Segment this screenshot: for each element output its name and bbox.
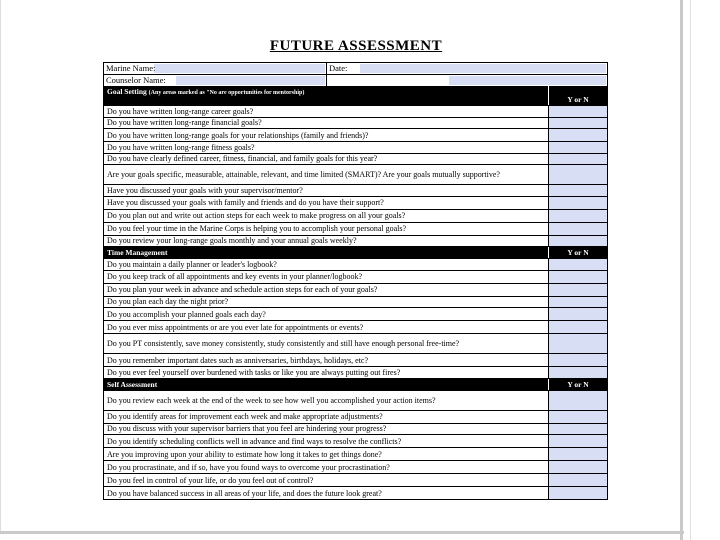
question-text: Do you plan your week in advance and schedule action steps for each of your goals?	[104, 284, 549, 296]
question-row	[103, 197, 608, 210]
yn-column-header: Y or N	[548, 379, 607, 390]
question-text: Do you ever miss appointments or are you ever late for appointments or events?	[104, 321, 549, 333]
question-text: Do you have clearly defined career, fitness, financial, and family goals for this year?	[104, 154, 549, 165]
answer-field[interactable]	[549, 321, 607, 333]
question-row	[103, 321, 608, 334]
question-text: Do you have written long-range financial goals?	[104, 118, 549, 129]
answer-field[interactable]	[549, 223, 607, 235]
question-row	[103, 448, 608, 461]
question-text: Do you identify scheduling conflicts well in advance and find ways to resolve the conflicts?	[104, 435, 549, 447]
answer-field[interactable]	[549, 424, 607, 435]
question-text: Do you feel in control of your life, or do you feel out of control?	[104, 474, 549, 486]
answer-field[interactable]	[549, 154, 607, 165]
question-text: Do you procrastinate, and if so, have you found ways to overcome your procrastination?	[104, 461, 549, 473]
question-text: Do you review each week at the end of the week to see how well you accomplished your action items?	[104, 391, 549, 410]
page-bottom-edge	[0, 531, 684, 534]
question-text: Are your goals specific, measurable, attainable, relevant, and time limited (SMART)? Are your goals mutually supportive?	[104, 165, 549, 184]
question-row	[103, 334, 608, 354]
yn-column-header: Y or N	[548, 247, 607, 258]
question-text: Do you plan each day the night prior?	[104, 297, 549, 308]
question-text: Do you identify areas for improvement each week and make appropriate adjustments?	[104, 411, 549, 423]
section-header-time-management	[103, 247, 608, 259]
answer-field[interactable]	[549, 487, 607, 499]
question-row	[103, 106, 608, 118]
answer-field[interactable]	[549, 210, 607, 222]
answer-field[interactable]	[549, 367, 607, 378]
answer-field[interactable]	[549, 354, 607, 366]
question-text: Do you accomplish your planned goals each day?	[104, 308, 549, 320]
question-text: Do you discuss with your supervisor barriers that you feel are hindering your progress?	[104, 424, 549, 435]
section-note: (Any areas marked as "No are opportunities for mentorship)	[148, 90, 305, 96]
question-row	[103, 118, 608, 130]
section-header-self-assessment	[103, 379, 608, 391]
question-text: Do you feel your time in the Marine Corps is helping you to accomplish your personal goals?	[104, 223, 549, 235]
question-row	[103, 487, 608, 500]
question-text: Have you discussed your goals with family and friends and do you have their support?	[104, 197, 549, 209]
answer-field[interactable]	[549, 142, 607, 153]
counselor-name-field[interactable]	[104, 75, 327, 86]
assessment-form	[103, 62, 608, 500]
header-row-counselor	[103, 74, 608, 86]
section-title: Time Management	[107, 248, 168, 257]
question-row	[103, 391, 608, 411]
question-text: Do you maintain a daily planner or leader's logbook?	[104, 259, 549, 270]
question-text: Have you discussed your goals with your supervisor/mentor?	[104, 185, 549, 196]
page-left-edge	[0, 0, 1, 534]
question-text: Do you keep track of all appointments and key events in your planner/logbook?	[104, 271, 549, 283]
question-row	[103, 165, 608, 185]
question-text: Do you ever feel yourself over burdened with tasks or like you are always putting out fires?	[104, 367, 549, 378]
marine-name-label: Marine Name:	[106, 63, 156, 73]
question-row	[103, 284, 608, 297]
question-text: Do you review your long-range goals monthly and your annual goals weekly?	[104, 236, 549, 247]
answer-field[interactable]	[549, 129, 607, 141]
question-row	[103, 424, 608, 436]
question-text: Are you improving upon your ability to estimate how long it takes to get things done?	[104, 448, 549, 460]
page-right-edge	[680, 0, 683, 540]
document-title: FUTURE ASSESSMENT	[269, 38, 443, 54]
question-text: Do you have written long-range goals for your relationships (family and friends)?	[104, 129, 549, 141]
yn-column-header: Y or N	[548, 86, 607, 105]
answer-field[interactable]	[549, 334, 607, 353]
question-row	[103, 154, 608, 166]
question-row	[103, 461, 608, 474]
answer-field[interactable]	[549, 236, 607, 247]
date-field[interactable]	[327, 63, 607, 74]
counselor-name-label: Counselor Name:	[106, 75, 166, 85]
answer-field[interactable]	[549, 271, 607, 283]
answer-field[interactable]	[549, 461, 607, 473]
answer-field[interactable]	[549, 284, 607, 296]
question-row	[103, 474, 608, 487]
answer-field[interactable]	[549, 391, 607, 410]
answer-field[interactable]	[549, 411, 607, 423]
answer-field[interactable]	[549, 448, 607, 460]
question-row	[103, 435, 608, 448]
answer-field[interactable]	[549, 165, 607, 184]
section-title: Self Assessment	[107, 379, 158, 389]
question-row	[103, 223, 608, 236]
section-header-goal-setting	[103, 86, 608, 106]
question-text: Do you remember important dates such as anniversaries, birthdays, holidays, etc?	[104, 354, 549, 366]
question-row	[103, 271, 608, 284]
answer-field[interactable]	[549, 259, 607, 270]
question-row	[103, 411, 608, 424]
question-row	[103, 129, 608, 142]
question-text: Do you have written long-range fitness goals?	[104, 142, 549, 153]
question-text: Do you PT consistently, save money consistently, study consistently and still have enough personal free-time?	[104, 334, 549, 353]
header-row-name-date	[103, 62, 608, 74]
answer-field[interactable]	[549, 197, 607, 209]
question-text: Do you plan out and write out action steps for each week to make progress on all your goals?	[104, 210, 549, 222]
question-row	[103, 259, 608, 271]
answer-field[interactable]	[549, 297, 607, 308]
question-row	[103, 367, 608, 379]
answer-field[interactable]	[549, 106, 607, 117]
question-text: Do you have balanced success in all areas of your life, and does the future look great?	[104, 487, 549, 499]
question-row	[103, 142, 608, 154]
answer-field[interactable]	[549, 185, 607, 196]
answer-field[interactable]	[549, 474, 607, 486]
question-row	[103, 236, 608, 248]
answer-field[interactable]	[549, 118, 607, 129]
question-row	[103, 297, 608, 309]
counselor-extra-field[interactable]	[327, 75, 607, 86]
answer-field[interactable]	[549, 308, 607, 320]
question-row	[103, 210, 608, 223]
question-row	[103, 185, 608, 197]
question-text: Do you have written long-range career goals?	[104, 106, 549, 117]
marine-name-field[interactable]	[104, 63, 327, 74]
question-row	[103, 354, 608, 367]
page-right-edge-shadow	[690, 0, 691, 540]
question-row	[103, 308, 608, 321]
date-label: Date:	[329, 63, 348, 73]
section-title: Goal Setting	[107, 87, 147, 96]
answer-field[interactable]	[549, 435, 607, 447]
